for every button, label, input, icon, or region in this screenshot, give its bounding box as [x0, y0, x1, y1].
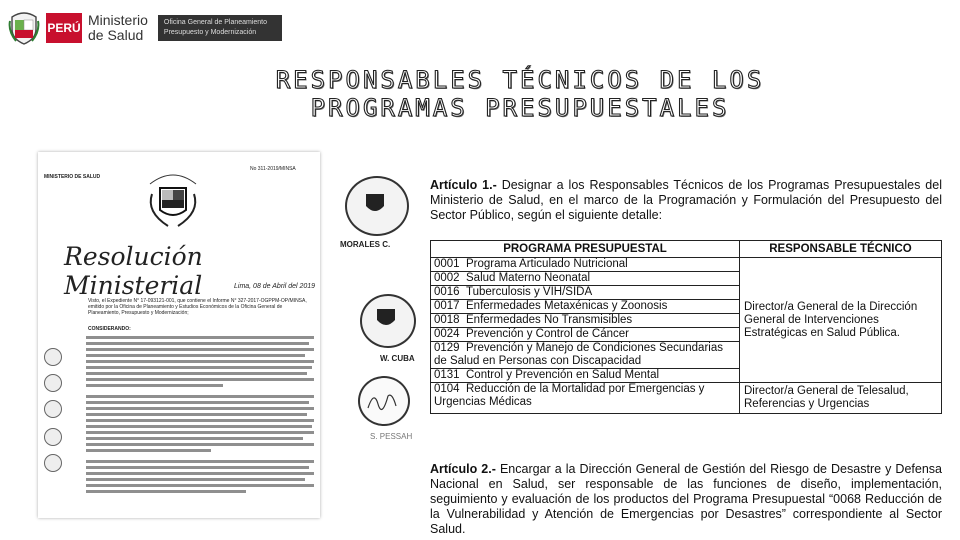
- responsible-cell-2: Director/a General de Telesalud, Referencias y Urgencias: [740, 383, 942, 414]
- program-cell: [431, 258, 740, 272]
- programs-table: [430, 240, 942, 414]
- doc-heading: Resolución Ministerial: [64, 242, 203, 300]
- program-code: 0024: [434, 328, 460, 340]
- program-code: 0131: [434, 369, 460, 381]
- signature-scribble-icon: [366, 386, 398, 416]
- peru-coat-of-arms-icon: [8, 11, 40, 45]
- program-code: 0017: [434, 300, 460, 312]
- article-1-head: Artículo 1.-: [430, 178, 497, 192]
- ministerio-name: [88, 13, 148, 43]
- program-cell: [431, 300, 740, 314]
- program-cell: [431, 272, 740, 286]
- table-header-programa: PROGRAMA PRESUPUESTAL: [431, 241, 740, 258]
- program-cell: [431, 369, 740, 383]
- stamp-2-label: W. CUBA: [380, 354, 415, 363]
- doc-seal-2: [44, 374, 62, 392]
- ministerio-line1: Ministerio: [88, 12, 148, 28]
- doc-visto: Visto, el Expediente N° 17-093121-001, que contiene el Informe N° 327-2017-OGPPM-OP/MINSA, emitido por la Oficina de Planeamiento y Estudios Económicos de la Oficina General de Planeamiento, Presupuesto y Modernización;: [88, 298, 307, 316]
- office-line2: Presupuesto y Modernización: [163, 29, 257, 36]
- program-name: Reducción de la Mortalidad por Emergencias y Urgencias Médicas: [434, 383, 705, 408]
- title-line2: PROGRAMAS PRESUPUESTALES: [310, 94, 730, 122]
- article-2: [430, 462, 942, 537]
- doc-number: No 311-2019/MINSA: [250, 166, 296, 172]
- program-code: 0018: [434, 314, 460, 326]
- table-header-row: [431, 241, 942, 258]
- peru-label: PERÚ: [46, 13, 82, 43]
- table-row: [431, 383, 942, 414]
- program-cell: [431, 328, 740, 342]
- doc-header-left: MINISTERIO DE SALUD: [44, 174, 101, 180]
- article-1: [430, 178, 942, 223]
- program-code: 0002: [434, 272, 460, 284]
- program-code: 0104: [434, 383, 460, 395]
- table-row: [431, 258, 942, 272]
- program-name: Enfermedades Metaxénicas y Zoonosis: [466, 300, 668, 312]
- program-name: Tuberculosis y VIH/SIDA: [466, 286, 593, 298]
- program-cell: [431, 342, 740, 369]
- program-cell: [431, 314, 740, 328]
- table-header-responsable: RESPONSABLE TÉCNICO: [740, 241, 942, 258]
- ministerio-line2: de Salud: [88, 27, 144, 43]
- stamp-1-seal-icon: [362, 190, 388, 218]
- program-name: Programa Articulado Nutricional: [466, 258, 628, 270]
- program-name: Control y Prevención en Salud Mental: [466, 369, 660, 381]
- office-label: [158, 15, 282, 41]
- program-name: Prevención y Control de Cáncer: [466, 328, 629, 340]
- article-2-head: Artículo 2.-: [430, 462, 496, 476]
- doc-seal-1: [44, 348, 62, 366]
- doc-seal-4: [44, 428, 62, 446]
- program-name: Prevención y Manejo de Condiciones Secundarias de Salud en Personas con Discapacidad: [434, 342, 723, 367]
- office-line1: Oficina General de Planeamiento: [163, 19, 268, 26]
- program-name: Salud Materno Neonatal: [466, 272, 591, 284]
- ministerio-logo: [8, 10, 293, 46]
- program-cell: [431, 286, 740, 300]
- program-name: Enfermedades No Transmisibles: [466, 314, 633, 326]
- program-cell: [431, 383, 740, 414]
- doc-considerando: CONSIDERANDO:: [88, 326, 131, 332]
- article-2-text: Encargar a la Dirección General de Gestión del Riesgo de Desastre y Defensa Nacional en Salud, ser responsable de las funciones de diseño, implementación, seguimiento y evaluación de los productos del Programa Presupuestal “0068 Reducción de la Vulnerabilidad y Atención de Emergencias por Desastres” correspondiente al Sector Salud.: [430, 462, 942, 536]
- program-code: 0001: [434, 258, 460, 270]
- program-code: 0016: [434, 286, 460, 298]
- doc-date: Lima, 08 de Abril del 2019: [234, 283, 316, 290]
- page-title: [200, 66, 840, 122]
- stamp-1-label: MORALES C.: [340, 240, 391, 249]
- resolution-document-scan: [38, 152, 320, 518]
- stamp-2-seal-icon: [374, 306, 398, 332]
- article-1-text: Designar a los Responsables Técnicos de los Programas Presupuestales del Ministerio de Salud, en el marco de la Programación y Formulación del Presupuesto del Sector Público, según el siguiente detalle:: [430, 178, 942, 222]
- doc-seal-3: [44, 400, 62, 418]
- national-seal-icon: [138, 164, 208, 236]
- doc-seal-5: [44, 454, 62, 472]
- stamp-3-label: S. PESSAH: [370, 432, 413, 441]
- responsible-cell-1: Director/a General de la Dirección General de Intervenciones Estratégicas en Salud Pública.: [740, 258, 942, 383]
- doc-body-text: [86, 336, 314, 496]
- title-line1: RESPONSABLES TÉCNICOS DE LOS: [275, 66, 765, 94]
- program-code: 0129: [434, 342, 460, 354]
